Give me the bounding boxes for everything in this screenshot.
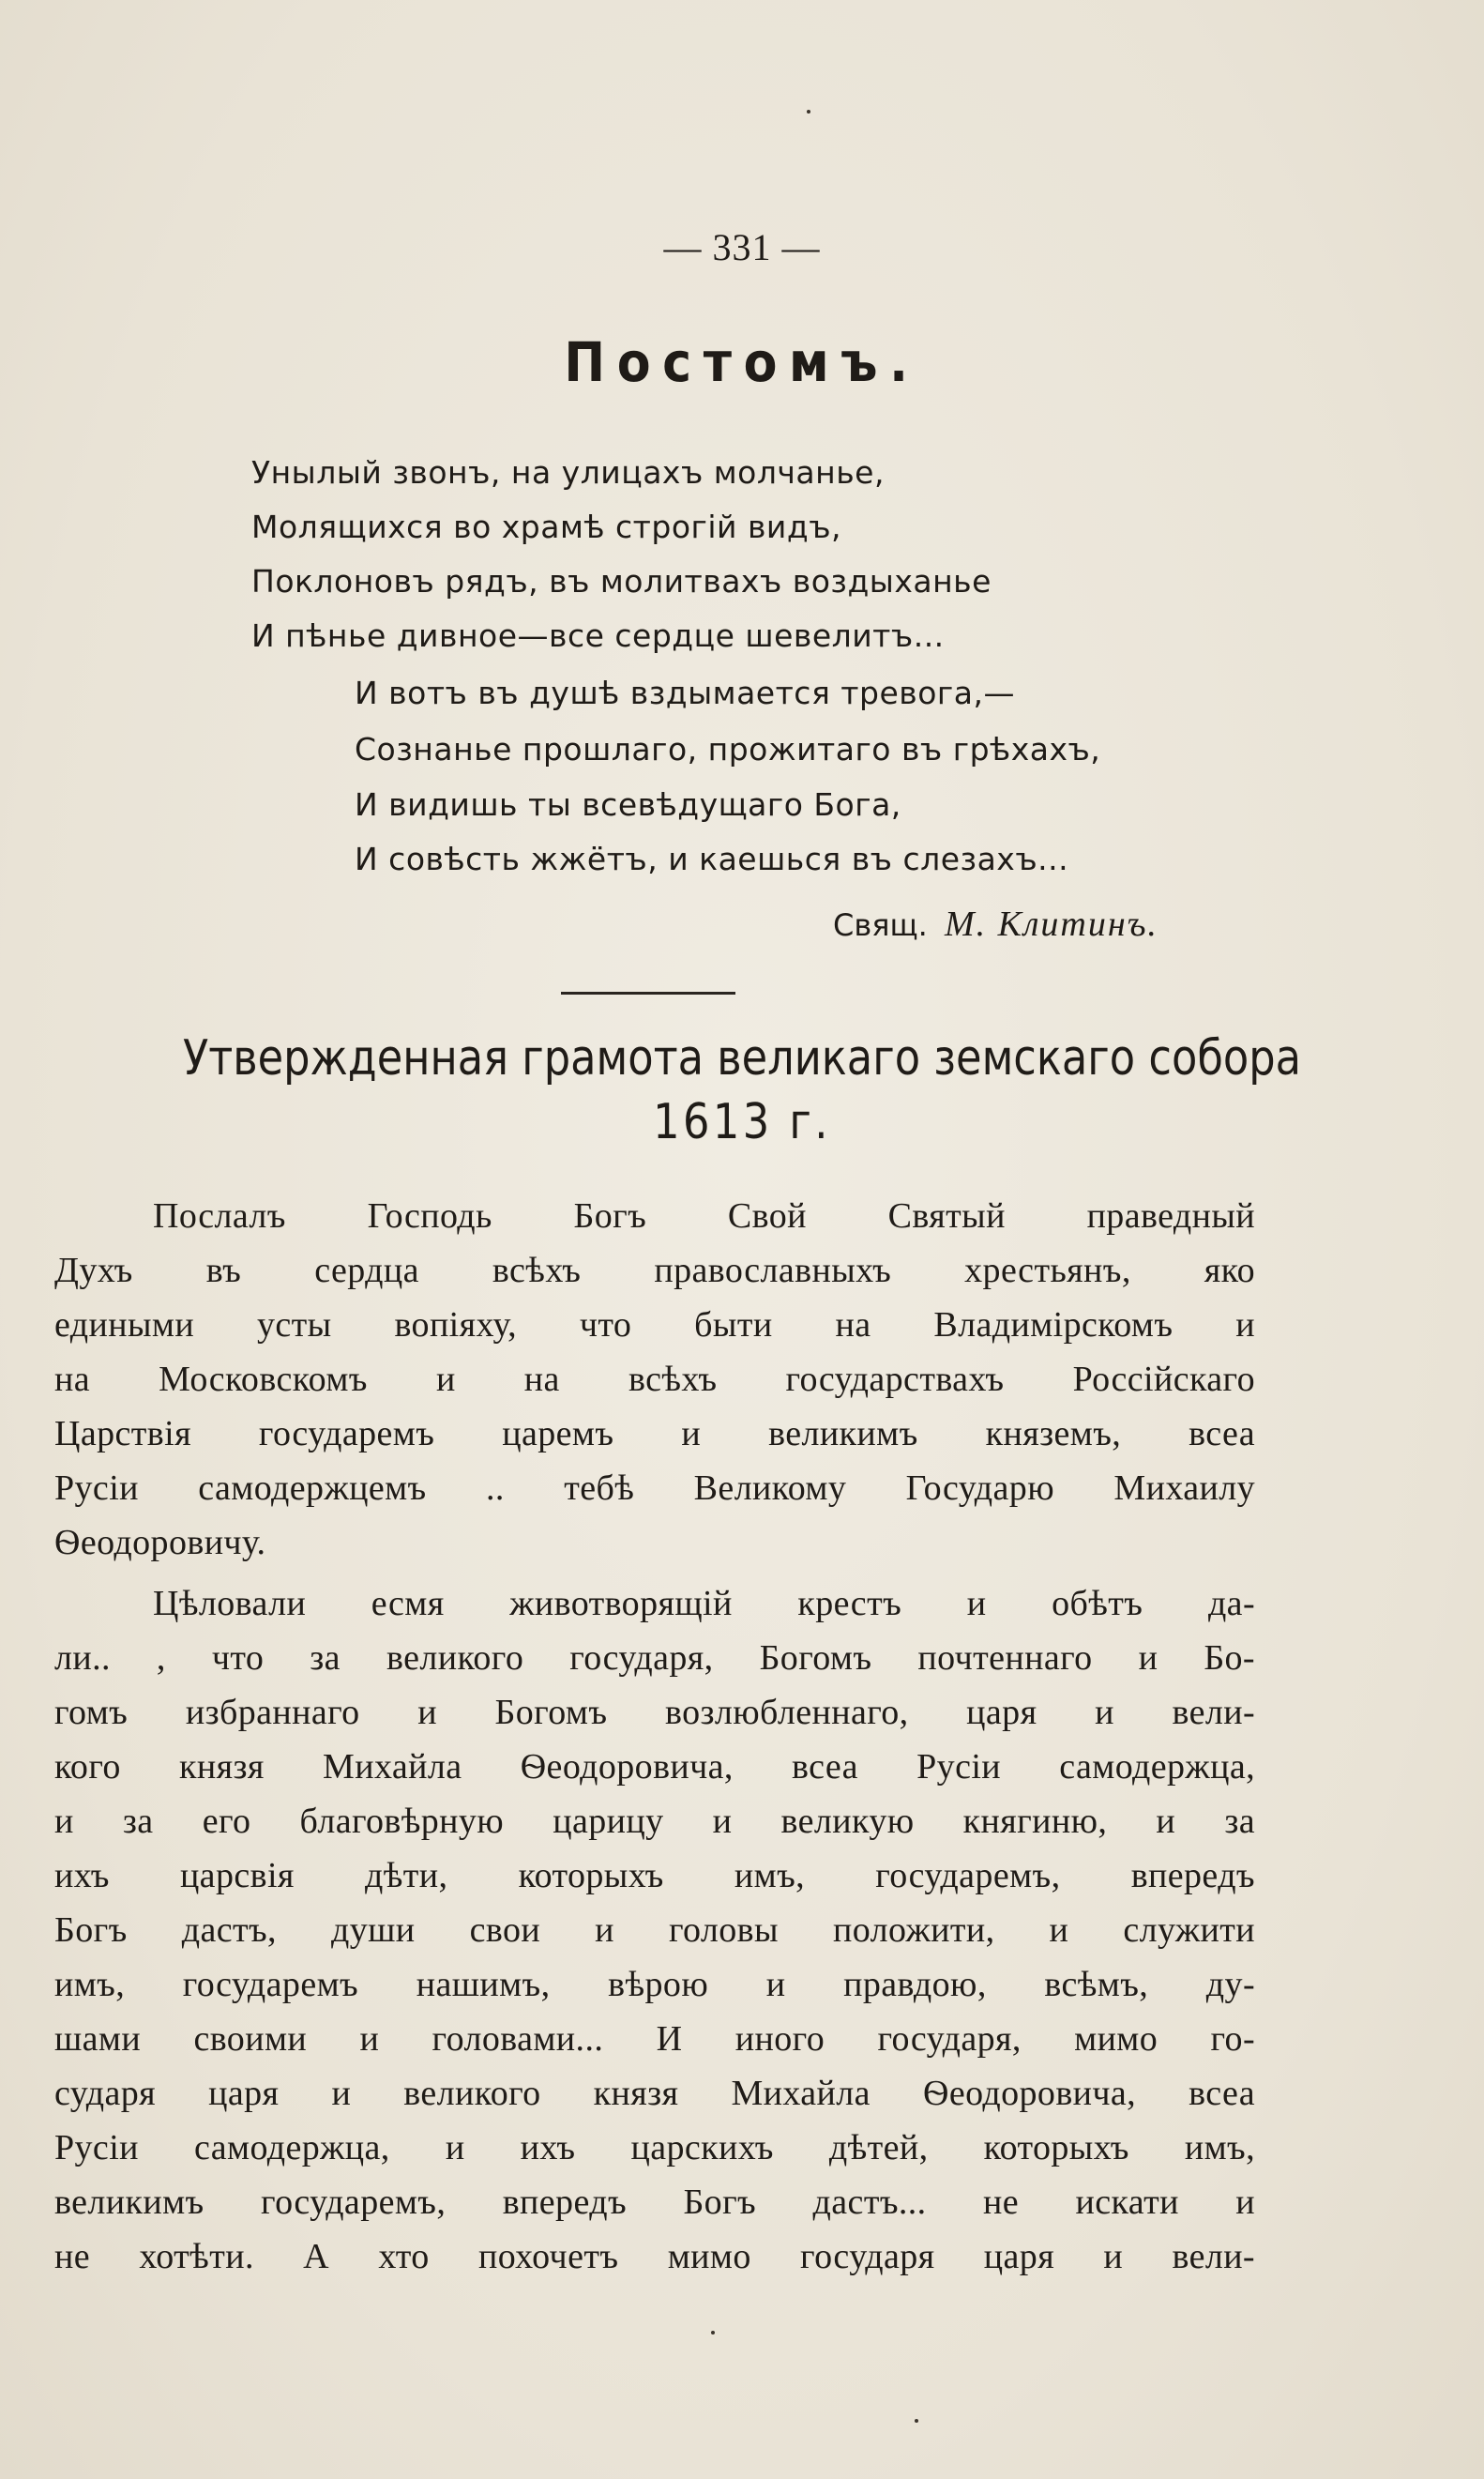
poem-line: И вотъ въ душѣ вздымается тревога,— [355,675,1015,711]
paragraph-line: Богъ дастъ, души свои и головы положити, и служити [54,1910,1255,1950]
page-number: — 331 — [663,226,821,268]
paragraph-line: Русіи самодержца, и ихъ царскихъ дѣтей, которыхъ имъ, [54,2128,1255,2167]
paragraph-line: и за его благовѣрную царицу и великую княгиню, и за [54,1802,1255,1841]
poem-line: Молящихся во храмѣ строгій видъ, [251,509,841,545]
paragraph-line: великимъ государемъ, впередъ Богъ дастъ... не искати и [54,2182,1255,2222]
paragraph-line: Цѣловали есмя животворящій крестъ и обѣтъ да- [153,1584,1255,1623]
paragraph-line: едиными усты вопіяху, что быти на Владимірскомъ и [54,1305,1255,1345]
paragraph-line: имъ, государемъ нашимъ, вѣрою и правдою, всѣмъ, ду- [54,1965,1255,2004]
paragraph-line: ихъ царсвія дѣти, которыхъ имъ, государемъ, впередъ [54,1856,1255,1895]
paragraph-line: шами своими и головами... И иного государя, мимо го- [54,2019,1255,2059]
print-speck [915,2419,918,2423]
poem-line: Поклоновъ рядъ, въ молитвахъ воздыханье [251,563,992,600]
print-speck [807,110,810,114]
signature-prefix: Свящ. [833,907,928,943]
print-speck [711,2331,715,2335]
paragraph-line: ли.. , что за великого государя, Богомъ почтеннаго и Бо- [54,1638,1255,1678]
poem-title: Постомъ. [564,330,920,394]
paragraph-line: сударя царя и великого князя Михайла Ѳеодоровича, всеа [54,2074,1255,2113]
signature-author: М. Клитинъ. [944,905,1158,944]
document-title-year: 1613 г. [653,1094,831,1150]
paragraph-line: Русіи самодержцемъ .. тебѣ Великому Государю Михаилу [54,1468,1255,1508]
poem-line: И совѣсть жжётъ, и каешься въ слезахъ... [355,841,1069,877]
paragraph-line: на Московскомъ и на всѣхъ государствахъ Россійскаго [54,1360,1255,1399]
document-title: Утвержденная грамота великаго земскаго собора [182,1030,1302,1087]
poem-line: Сознанье прошлаго, прожитаго въ грѣхахъ, [355,731,1101,768]
poem-line: Унылый звонъ, на улицахъ молчанье, [251,454,885,491]
paragraph-line: кого князя Михайла Ѳеодоровича, всеа Русіи самодержца, [54,1747,1255,1787]
paragraph-line: Царствія государемъ царемъ и великимъ княземъ, всеа [54,1414,1255,1453]
paragraph-line: Послалъ Господь Богъ Свой Святый праведный [153,1196,1255,1236]
paragraph-line: гомъ избраннаго и Богомъ возлюбленнаго, царя и вели- [54,1693,1255,1732]
poem-line: И пѣнье дивное—все сердце шевелитъ... [251,617,945,654]
paragraph-line: Ѳеодоровичу. [54,1523,266,1562]
paragraph-line: не хотѣти. А хто похочетъ мимо государя царя и вели- [54,2237,1255,2276]
paragraph-line: Духъ въ сердца всѣхъ православныхъ хрестьянъ, яко [54,1251,1255,1290]
poem-line: И видишь ты всевѣдущаго Бога, [355,786,901,823]
